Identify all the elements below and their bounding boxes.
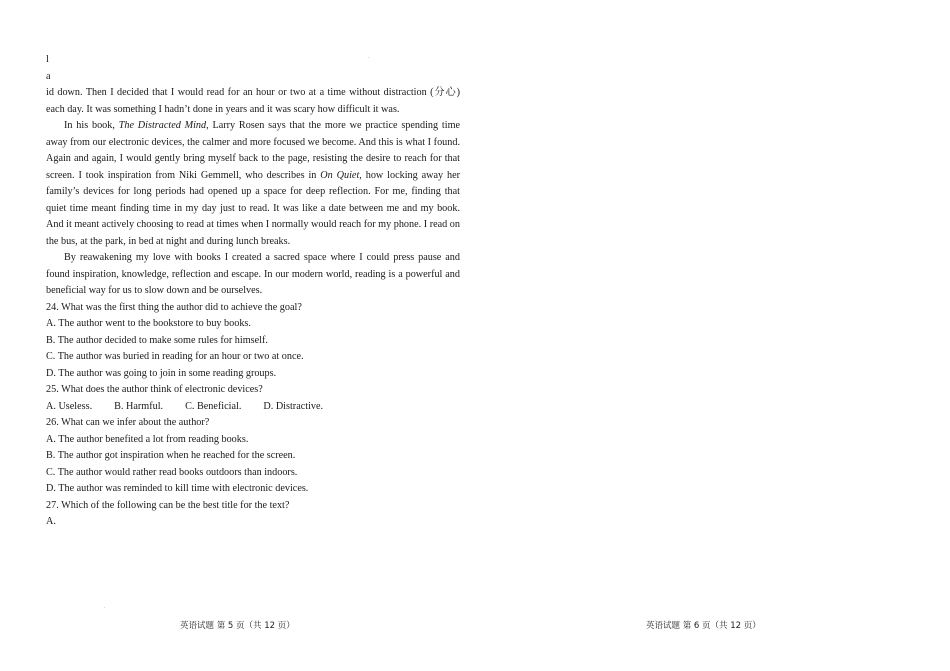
book-title-distracted-mind: The Distracted Mind: [118, 120, 207, 131]
question-26: [46, 415, 460, 498]
question-26-stem: 26. What can we infer about the author?: [46, 417, 210, 428]
question-24-option-c: C. The author was buried in reading for an hour or two at once.: [46, 351, 304, 362]
p2-text-c: , how locking away her family’s devices for long periods had opened up a space for deep reflection. For me, finding that quiet time meant finding time in my day just to read. It was like a date between me and my book. And it meant actively choosing to read at times when I normally would reach for my phone. I read on the bus, at the park, in bed at night and during lunch breaks.: [46, 169, 460, 247]
stray-dot-bottom: .: [104, 604, 106, 610]
question-24-stem: 24. What was the first thing the author did to achieve the goal?: [46, 301, 302, 313]
question-25: [46, 382, 460, 415]
question-26-option-a: A. The author benefited a lot from reading books.: [46, 433, 249, 445]
exam-page-left: [46, 52, 460, 531]
question-24: [46, 300, 460, 383]
question-27-option-a: A.: [46, 516, 56, 527]
book-title-on-quiet: On Quiet: [320, 169, 360, 181]
question-25-option-d: D. Distractive.: [263, 400, 324, 412]
passage-paragraph-1: id down. Then I decided that I would read for an hour or two at a time without distraction (分心) each day. It was something I hadn’t done in years and it was scary how difficult it was.: [46, 87, 460, 115]
question-24-option-b: B. The author decided to make some rules for himself.: [46, 334, 268, 346]
question-25-option-c: C. Beneficial.: [185, 400, 242, 412]
stray-line-1: l: [46, 54, 49, 65]
passage-paragraph-2: [46, 118, 460, 250]
p2-text-b: , Larry Rosen says that the more we practice spending time away from our electronic devices, the calmer and more focused we become. And this is what I found. Again and again, I would gently bring myself back to the page, resisting the desire to reach for that screen. I took inspiration from Niki Gemmell, who describes in: [46, 120, 461, 181]
question-25-options: [46, 399, 460, 416]
question-25-stem: 25. What does the author think of electronic devices?: [46, 384, 263, 395]
question-24-option-d: D. The author was going to join in some reading groups.: [46, 367, 277, 379]
question-26-option-d: D. The author was reminded to kill time with electronic devices.: [46, 483, 309, 494]
question-26-option-c: C. The author would rather read books outdoors than indoors.: [46, 466, 298, 478]
stray-dot-top: .: [368, 54, 370, 60]
question-25-option-b: B. Harmful.: [114, 400, 164, 412]
question-27: [46, 498, 460, 531]
stray-line-2: a: [46, 70, 51, 82]
p2-text-a: In his book,: [64, 120, 119, 131]
footer-page-5: 英语试题 第 5 页（共 12 页）: [180, 621, 295, 631]
question-24-option-a: A. The author went to the bookstore to buy books.: [46, 318, 251, 329]
question-26-option-b: B. The author got inspiration when he reached for the screen.: [46, 450, 296, 461]
question-27-stem: 27. Which of the following can be the best title for the text?: [46, 499, 290, 511]
question-25-option-a: A. Useless.: [46, 400, 93, 412]
footer-page-6: 英语试题 第 6 页（共 12 页）: [646, 621, 761, 631]
passage-paragraph-3: By reawakening my love with books I created a sacred space where I could press pause and found inspiration, knowledge, reflection and escape. In our modern world, reading is a powerful and beneficial way for us to slow down and be ourselves.: [46, 252, 460, 296]
